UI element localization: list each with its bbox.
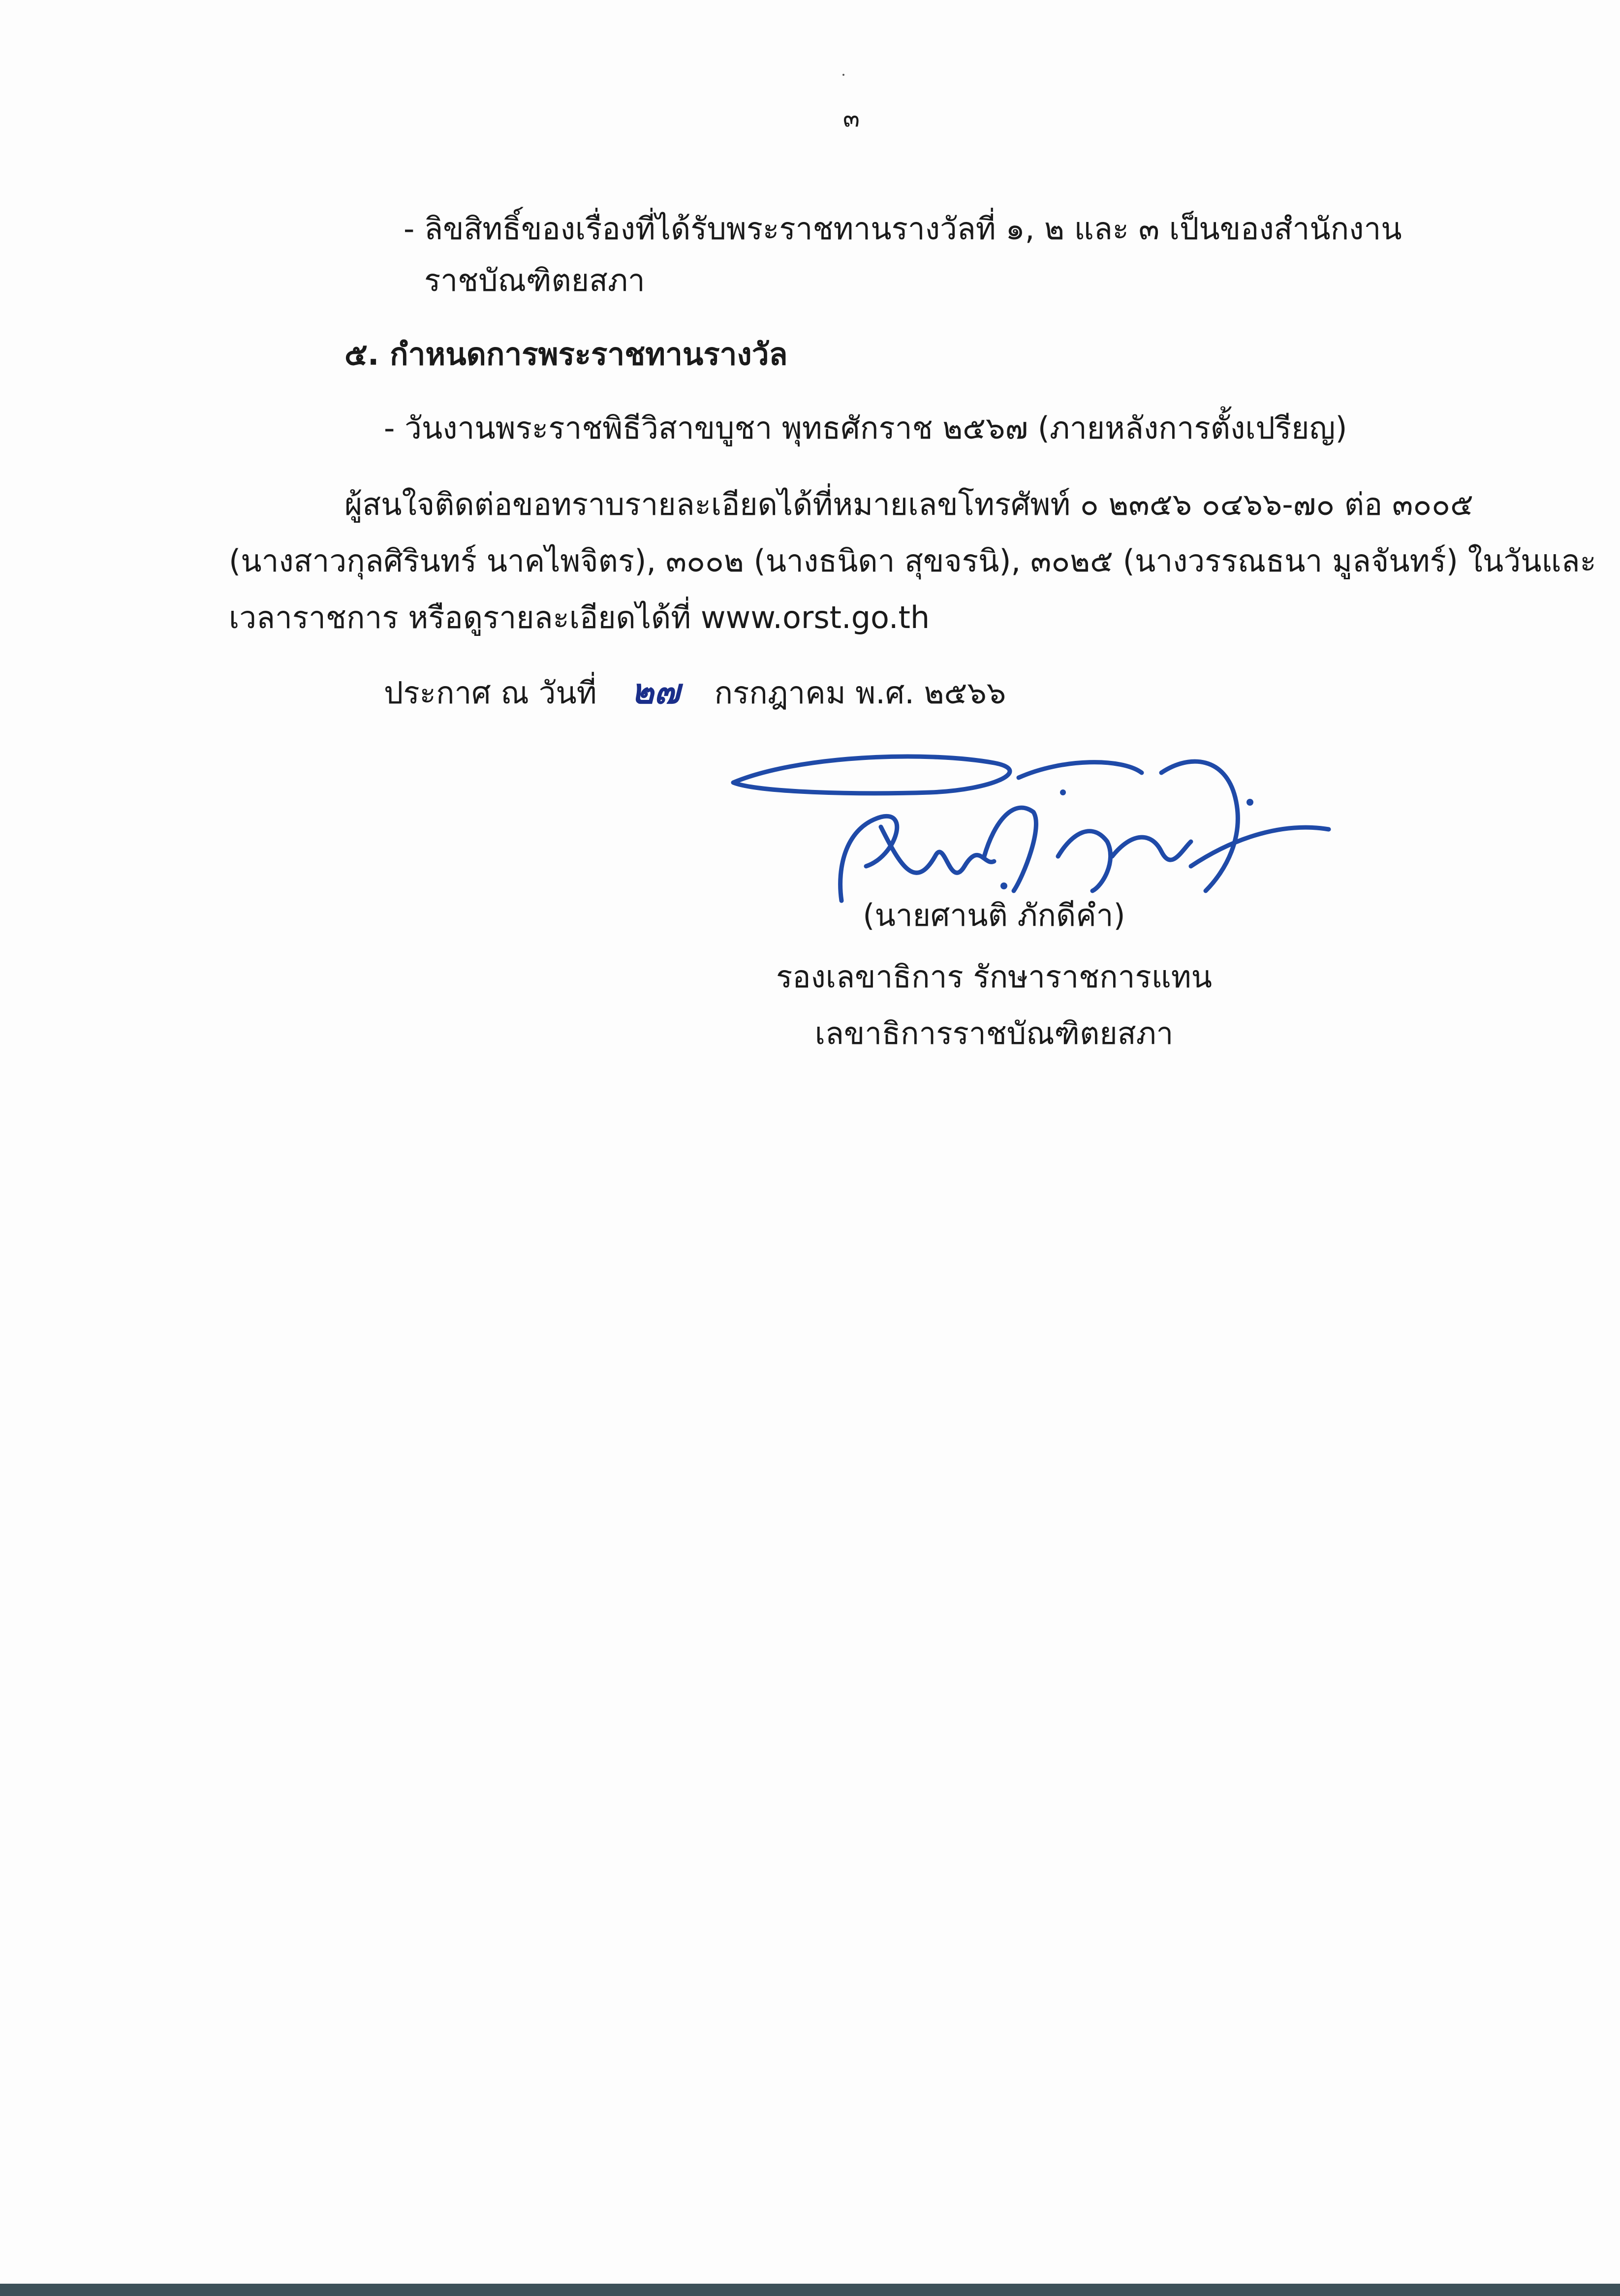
signatory-position-1: รองเลขาธิการ รักษาราชการแทน (776, 959, 1212, 995)
contact-line-3: เวลาราชการ หรือดูรายละเอียดได้ที่ www.orst.go.th (229, 599, 930, 635)
scan-speck (842, 74, 844, 76)
scan-bottom-edge (0, 2284, 1620, 2296)
handwritten-day: ๒๗ (631, 671, 680, 712)
handwritten-signature (718, 743, 1339, 906)
page-number: ๓ (842, 104, 860, 132)
rights-line-2: ราชบัณฑิตยสภา (424, 262, 645, 298)
section-5-heading: ๕. กำหนดการพระราชทานรางวัล (344, 336, 788, 372)
announcement-prefix: ประกาศ ณ วันที่ (384, 675, 597, 711)
signatory-name: (นายศานติ ภักดีคำ) (863, 897, 1125, 933)
signatory-position-2: เลขาธิการราชบัณฑิตยสภา (814, 1015, 1174, 1051)
contact-line-2: (นางสาวกุลศิรินทร์ นาคไพจิตร), ๓๐๐๒ (นางธนิดา สุขจรนิ), ๓๐๒๕ (นางวรรณธนา มูลจันทร์) ในวันและ (229, 543, 1596, 579)
section-5-item: - วันงานพระราชพิธีวิสาขบูชา พุทธศักราช ๒๕๖๗ (ภายหลังการตั้งเปรียญ) (384, 410, 1347, 446)
rights-line-1: - ลิขสิทธิ์ของเรื่องที่ได้รับพระราชทานรางวัลที่ ๑, ๒ และ ๓ เป็นของสำนักงาน (404, 211, 1402, 247)
announcement-month-year: กรกฎาคม พ.ศ. ๒๕๖๖ (714, 675, 1006, 711)
contact-line-1: ผู้สนใจติดต่อขอทราบรายละเอียดได้ที่หมายเลขโทรศัพท์ ๐ ๒๓๕๖ ๐๔๖๖-๗๐ ต่อ ๓๐๐๕ (344, 486, 1473, 522)
announcement-date (384, 667, 1006, 718)
